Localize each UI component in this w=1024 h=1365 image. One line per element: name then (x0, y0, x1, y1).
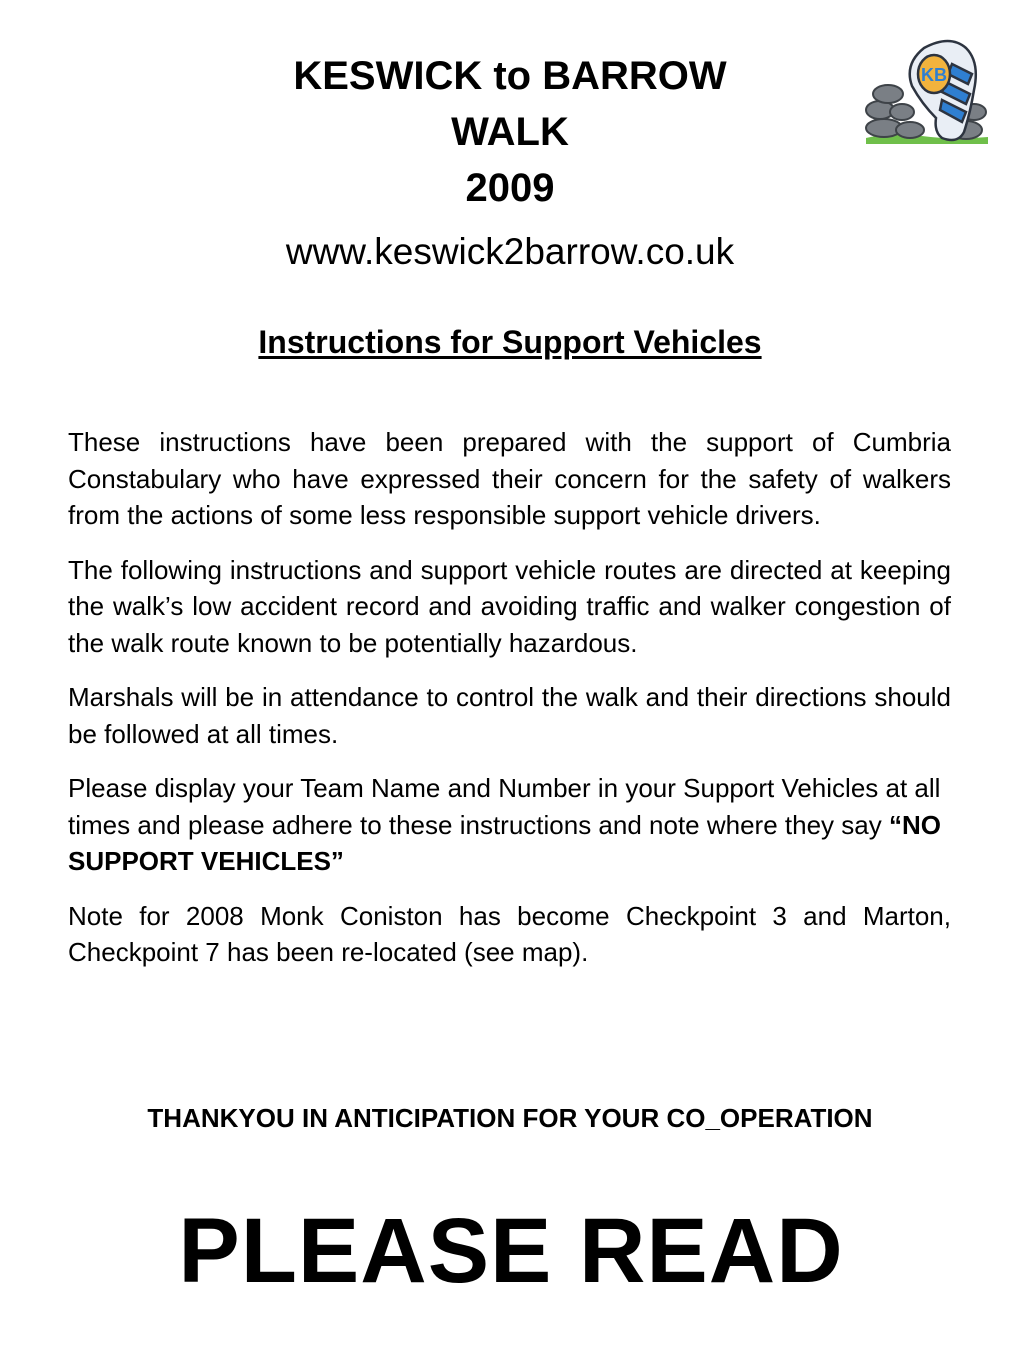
team-display-text: Please display your Team Name and Number in your Support Vehicles at all times and please adhere to these instructions and note where they say (68, 773, 941, 840)
website-url: www.keswick2barrow.co.uk (285, 231, 735, 272)
instructions-body (68, 424, 951, 989)
paragraph-intro: These instructions have been prepared with the support of Cumbria Constabulary who have expressed their concern for the safety of walkers from the actions of some less responsible support vehicle drivers. (68, 427, 951, 530)
section-heading: Instructions for Support Vehicles (258, 324, 762, 360)
paragraph-routes: The following instructions and support vehicle routes are directed at keeping the walk’s low accident record and avoiding traffic and walker congestion of the walk route known to be potentially hazardous. (68, 554, 951, 658)
paragraph-checkpoint-note: Note for 2008 Monk Coniston has become Checkpoint 3 and Marton, Checkpoint 7 has been re-located (see map). (68, 900, 951, 967)
paragraph-marshals: Marshals will be in attendance to control the walk and their directions should be followed at all times. (68, 682, 951, 749)
title-line-2: WALK (451, 110, 569, 154)
no-support-vehicles-emphasis: “NO SUPPORT VEHICLES” (68, 809, 941, 876)
title-line-1: KESWICK to BARROW (293, 54, 727, 98)
walking-boot-logo-icon (862, 34, 992, 148)
paragraph-team-display (68, 770, 951, 880)
please-read-banner: PLEASE READ (178, 1200, 844, 1302)
thanks-message: THANKYOU IN ANTICIPATION FOR YOUR CO_OPERATION (147, 1103, 873, 1133)
logo-badge-text: KB (921, 65, 947, 85)
title-line-3: 2009 (465, 166, 555, 210)
